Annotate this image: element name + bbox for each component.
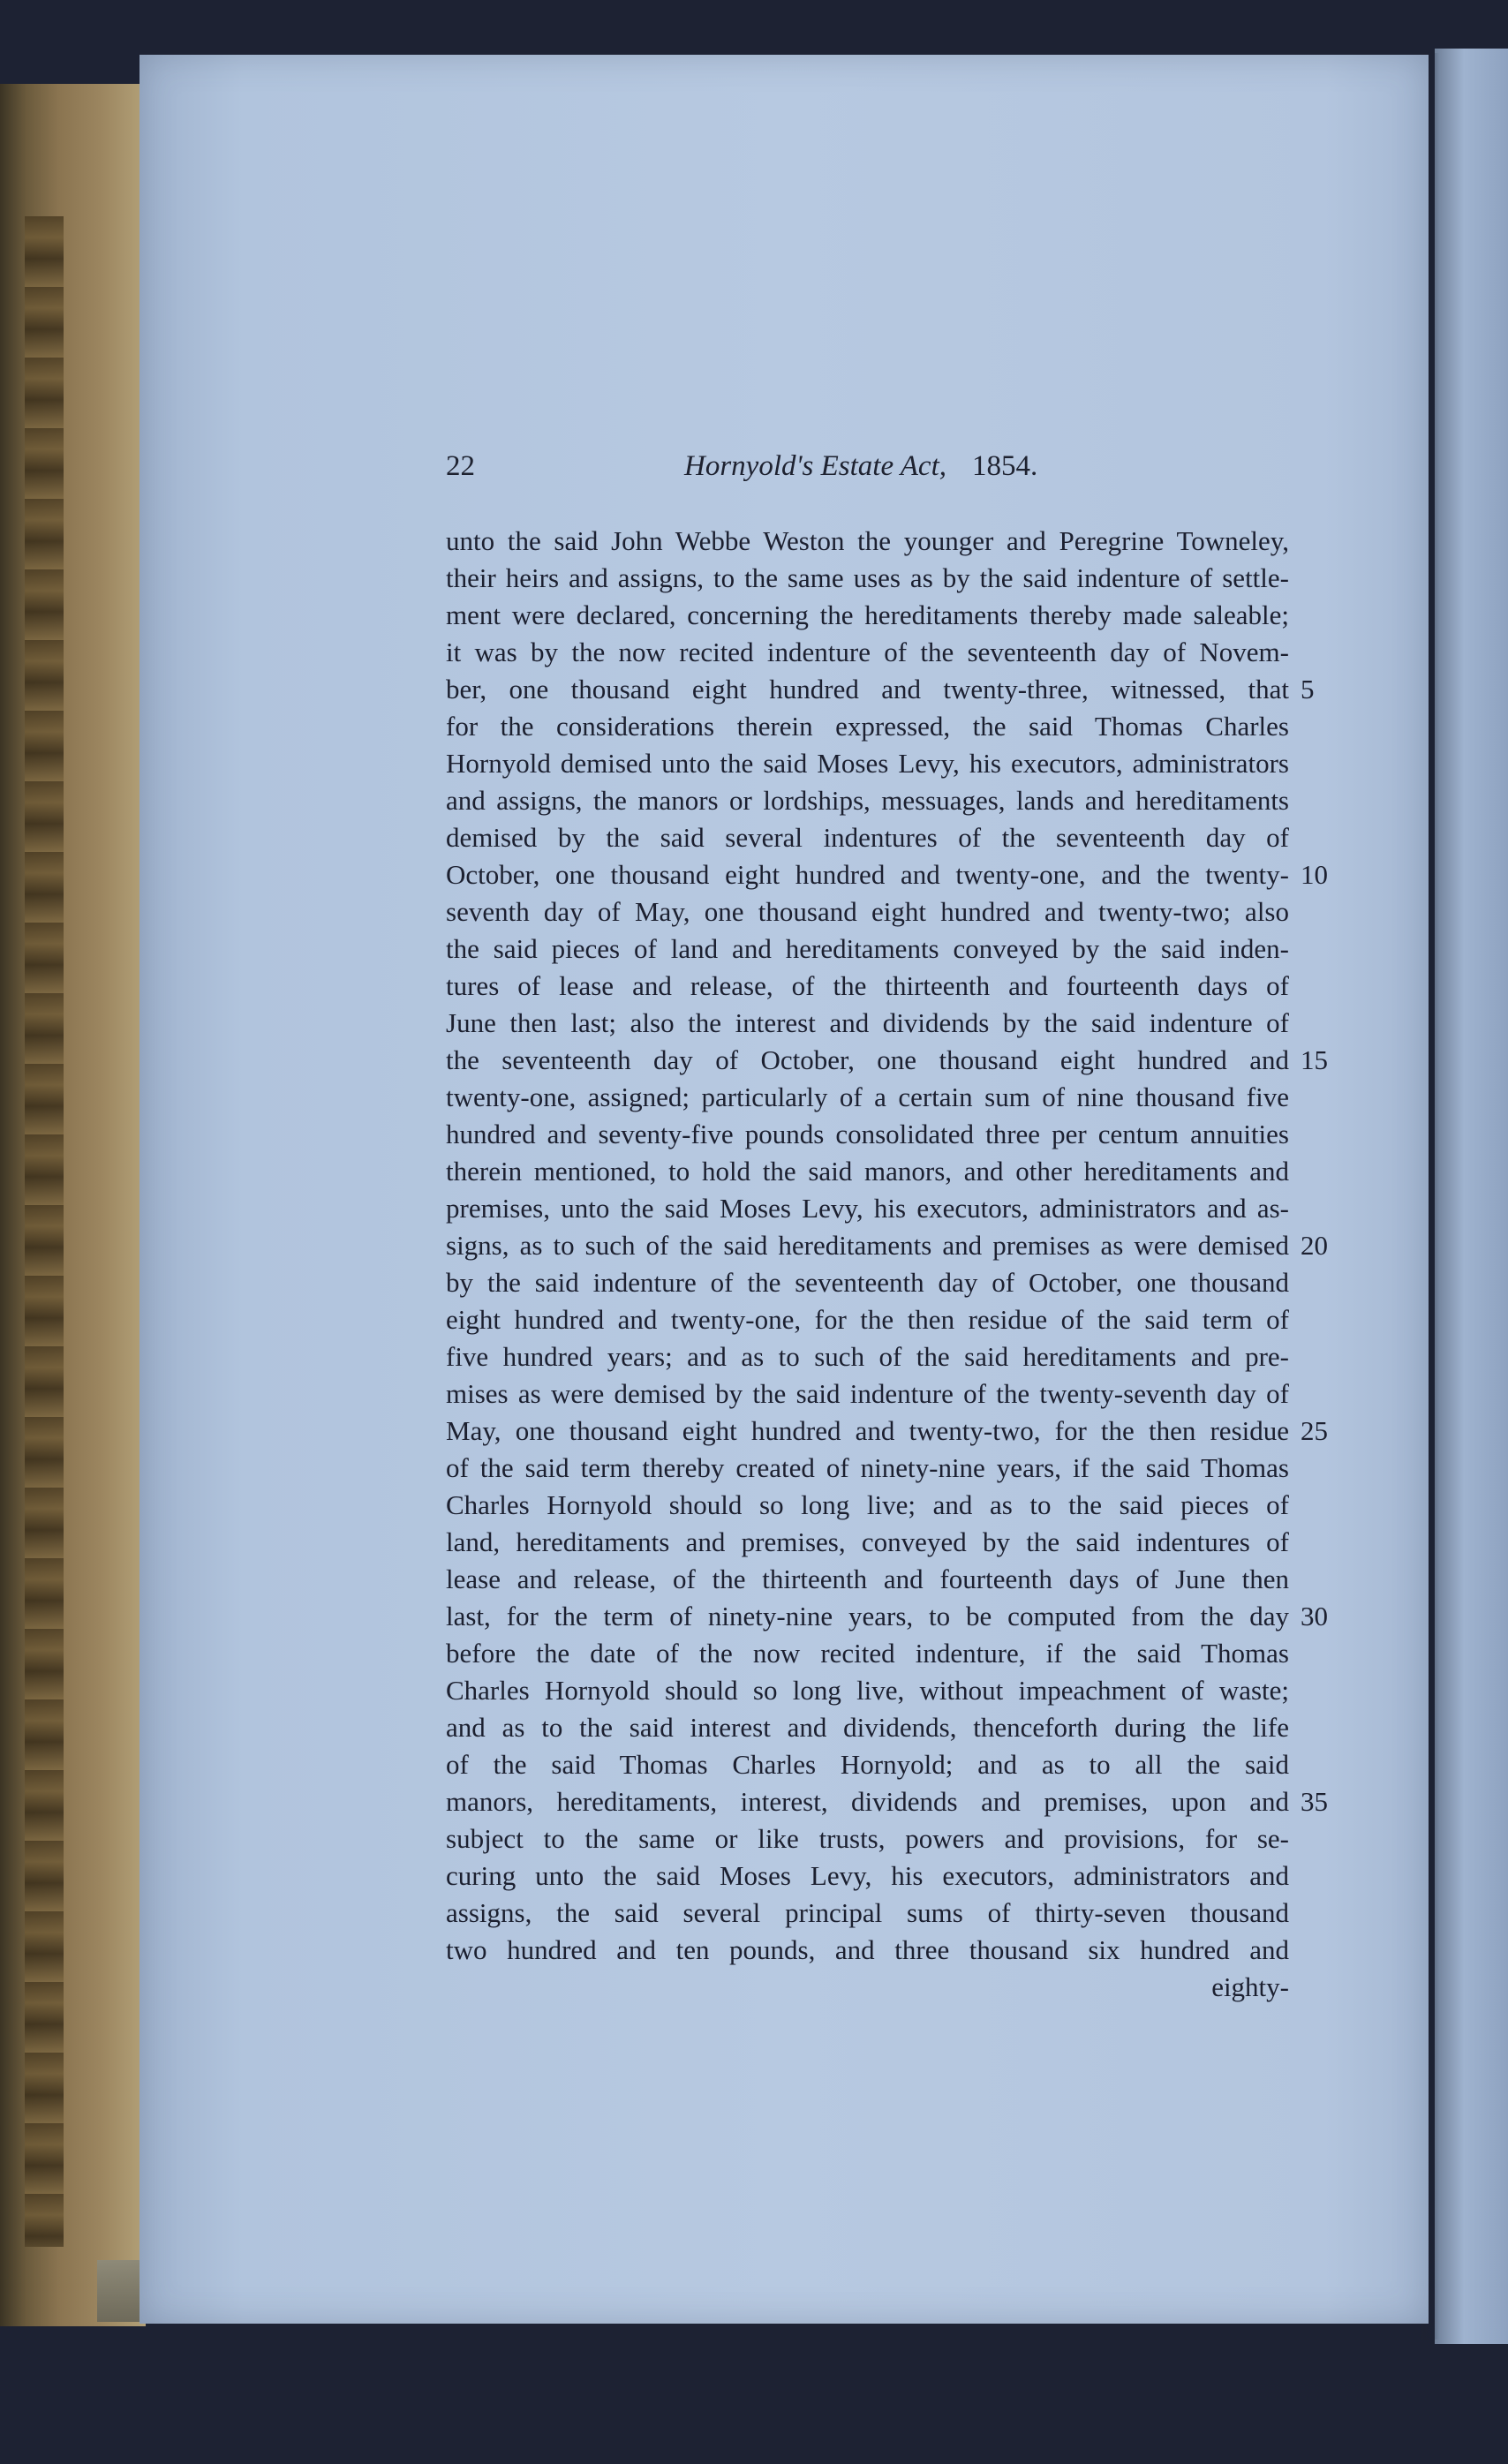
text-line-content: seventh day of May, one thousand eight hundred and twenty-two; also [446,896,1289,927]
text-line [446,893,1289,931]
line-number: 10 [1301,859,1328,890]
text-line [446,1413,1328,1450]
text-line [446,523,1289,560]
body-text [446,523,1328,2006]
text-line [446,1561,1289,1598]
text-line-content: eight hundred and twenty-one, for the then residue of the said term of [446,1304,1289,1335]
text-line [446,819,1289,856]
text-line [446,1524,1289,1561]
text-line [446,782,1289,819]
text-line [446,1116,1289,1153]
text-line [446,1079,1289,1116]
running-title: Hornyold's Estate Act, [684,450,946,482]
text-line-content: Hornyold demised unto the said Moses Levy, his executors, administrators [446,748,1289,779]
line-number: 5 [1301,674,1315,705]
text-line [446,597,1289,634]
book-binding-edge [0,84,146,2326]
text-line [446,1635,1289,1672]
text-line-content: two hundred and ten pounds, and three thousand six hundred and [446,1934,1289,1965]
facing-page-edge [1435,49,1508,2344]
text-line [446,1746,1289,1783]
text-line-content: it was by the now recited indenture of the seventeenth day of Novem- [446,637,1289,667]
page-header [446,450,1285,486]
text-line-content: twenty-one, assigned; particularly of a certain sum of nine thousand five [446,1081,1289,1112]
running-title-year: 1854. [972,450,1038,482]
text-line-content: hundred and seventy-five pounds consolidated three per centum annuities [446,1119,1289,1149]
text-line-content: eighty- [1211,1971,1289,2002]
text-line-content: last, for the term of ninety-nine years, to be computed from the day [446,1601,1289,1631]
text-line [446,634,1289,671]
text-line [446,1487,1289,1524]
text-line-content: the seventeenth day of October, one thousand eight hundred and [446,1044,1289,1075]
text-line-content: therein mentioned, to hold the said manors, and other hereditaments and [446,1156,1289,1187]
line-number: 30 [1301,1601,1328,1631]
text-line-content: of the said term thereby created of ninety-nine years, if the said Thomas [446,1452,1289,1483]
text-line [446,931,1289,968]
text-line-content: lease and release, of the thirteenth and fourteenth days of June then [446,1564,1289,1594]
text-line-content: their heirs and assigns, to the same uses as by the said indenture of settle- [446,562,1289,593]
text-line-content: and as to the said interest and dividends, thenceforth during the life [446,1712,1289,1743]
text-line [446,1264,1289,1301]
text-line [446,1190,1289,1227]
text-line [446,1042,1328,1079]
text-line [446,1338,1289,1375]
text-line-content: Charles Hornyold should so long live, without impeachment of waste; [446,1675,1289,1706]
text-line-content: the said pieces of land and hereditaments conveyed by the said inden- [446,933,1289,964]
text-line-content: signs, as to such of the said hereditaments and premises as were demised [446,1230,1289,1261]
text-line-content: May, one thousand eight hundred and twenty-two, for the then residue [446,1415,1289,1446]
text-line-content: ber, one thousand eight hundred and twenty-three, witnessed, that [446,674,1289,705]
text-line [446,1709,1289,1746]
text-line-content: June then last; also the interest and dividends by the said indenture of [446,1007,1289,1038]
text-line [446,1301,1289,1338]
text-line [446,560,1289,597]
text-line [446,708,1289,745]
text-line [446,1005,1289,1042]
text-line [446,1153,1289,1190]
text-line [446,1820,1289,1857]
text-line-content: unto the said John Webbe Weston the younger and Peregrine Towneley, [446,525,1289,556]
page-number: 22 [446,450,475,482]
text-line [446,1783,1328,1820]
text-line-content: curing unto the said Moses Levy, his executors, administrators and [446,1860,1289,1891]
text-line-content: Charles Hornyold should so long live; and as to the said pieces of [446,1489,1289,1520]
text-line-content: assigns, the said several principal sums of thirty-seven thousand [446,1897,1289,1928]
torn-spine-strip [25,216,64,2247]
text-line [446,1969,1289,2006]
text-line-content: of the said Thomas Charles Hornyold; and as to all the said [446,1749,1289,1780]
text-line [446,671,1315,708]
line-number: 25 [1301,1415,1328,1446]
text-line [446,1450,1289,1487]
text-line-content: ment were declared, concerning the hereditaments thereby made saleable; [446,599,1289,630]
text-line [446,968,1289,1005]
text-line-content: before the date of the now recited indenture, if the said Thomas [446,1638,1289,1669]
text-line-content: for the considerations therein expressed, the said Thomas Charles [446,711,1289,742]
text-line-content: mises as were demised by the said indenture of the twenty-seventh day of [446,1378,1289,1409]
text-line-content: by the said indenture of the seventeenth day of October, one thousand [446,1267,1289,1298]
text-line-content: land, hereditaments and premises, conveyed by the said indentures of [446,1526,1289,1557]
text-line [446,1857,1289,1895]
text-line-content: manors, hereditaments, interest, dividends and premises, upon and [446,1786,1289,1817]
text-line [446,1895,1289,1932]
text-line-content: tures of lease and release, of the thirteenth and fourteenth days of [446,970,1289,1001]
text-line-content: and assigns, the manors or lordships, messuages, lands and hereditaments [446,785,1289,816]
text-line-content: five hundred years; and as to such of the said hereditaments and pre- [446,1341,1289,1372]
text-line [446,1227,1328,1264]
text-line [446,1375,1289,1413]
line-number: 35 [1301,1786,1328,1817]
text-line-content: premises, unto the said Moses Levy, his executors, administrators and as- [446,1193,1289,1224]
line-number: 15 [1301,1044,1328,1075]
text-line [446,856,1328,893]
line-number: 20 [1301,1230,1328,1261]
text-line-content: October, one thousand eight hundred and twenty-one, and the twenty- [446,859,1289,890]
text-line-content: demised by the said several indentures of the seventeenth day of [446,822,1289,853]
text-line [446,1672,1289,1709]
text-line [446,1598,1328,1635]
text-line [446,1932,1289,1969]
text-line [446,745,1289,782]
text-line-content: subject to the same or like trusts, powers and provisions, for se- [446,1823,1289,1854]
